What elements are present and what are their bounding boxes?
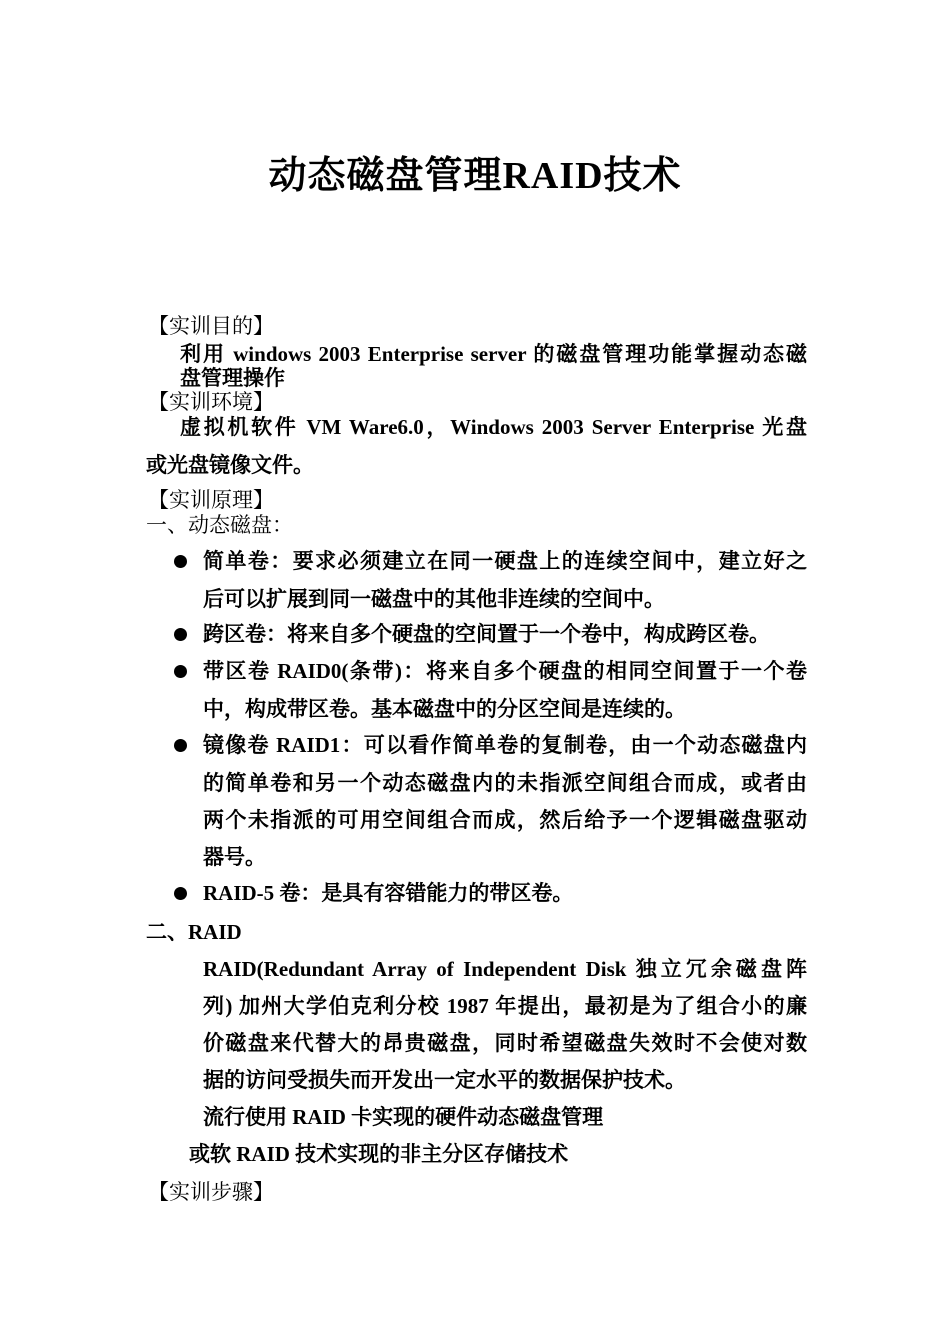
section-heading-purpose: 【实训目的】 — [148, 314, 274, 338]
purpose-line-2: 盘管理操作 — [180, 366, 285, 390]
bullet-4-line-2: 的简单卷和另一个动态磁盘内的未指派空间组合而成，或者由 — [203, 771, 807, 795]
raid-line-4: 据的访问受损失而开发出一定水平的数据保护技术。 — [203, 1068, 686, 1092]
bullet-4-line-4: 器号。 — [203, 845, 266, 869]
bullet-4-line-1: 镜像卷 RAID1：可以看作简单卷的复制卷，由一个动态磁盘内 — [203, 733, 807, 757]
raid-line-6: 或软 RAID 技术实现的非主分区存储技术 — [189, 1142, 569, 1166]
bullet-4-line-3: 两个未指派的可用空间组合而成，然后给予一个逻辑磁盘驱动 — [203, 808, 807, 832]
bullet-5-line-1: RAID-5 卷：是具有容错能力的带区卷。 — [203, 881, 574, 905]
section-heading-steps: 【实训步骤】 — [148, 1180, 274, 1204]
raid-line-2: 列) 加州大学伯克利分校 1987 年提出，最初是为了组合小的廉 — [203, 994, 807, 1018]
bullet-icon — [174, 887, 187, 900]
section-heading-principle: 【实训原理】 — [148, 488, 274, 512]
bullet-1-line-2: 后可以扩展到同一磁盘中的其他非连续的空间中。 — [203, 587, 665, 611]
raid-line-1: RAID(Redundant Array of Independent Disk 独立冗余磁盘阵 — [203, 957, 807, 981]
bullet-icon — [174, 665, 187, 678]
subheading-raid: 二、RAID — [146, 920, 242, 944]
document-title: 动态磁盘管理RAID技术 — [268, 155, 682, 197]
raid-line-5: 流行使用 RAID 卡实现的硬件动态磁盘管理 — [203, 1105, 604, 1129]
raid-line-3: 价磁盘来代替大的昂贵磁盘，同时希望磁盘失效时不会使对数 — [203, 1031, 807, 1055]
bullet-3-line-2: 中，构成带区卷。基本磁盘中的分区空间是连续的。 — [203, 697, 686, 721]
bullet-2-line-1: 跨区卷：将来自多个硬盘的空间置于一个卷中，构成跨区卷。 — [203, 622, 770, 646]
bullet-icon — [174, 628, 187, 641]
bullet-1-line-1: 简单卷：要求必须建立在同一硬盘上的连续空间中，建立好之 — [203, 549, 807, 573]
subheading-dynamic-disk: 一、动态磁盘： — [146, 513, 293, 537]
environment-line-2: 或光盘镜像文件。 — [146, 453, 314, 477]
environment-line-1: 虚拟机软件 VM Ware6.0，Windows 2003 Server Enterprise 光盘 — [180, 415, 807, 439]
bullet-3-line-1: 带区卷 RAID0(条带)：将来自多个硬盘的相同空间置于一个卷 — [203, 659, 807, 683]
bullet-icon — [174, 739, 187, 752]
bullet-icon — [174, 555, 187, 568]
section-heading-environment: 【实训环境】 — [148, 390, 274, 414]
purpose-line-1: 利用 windows 2003 Enterprise server 的磁盘管理功能掌握动态磁 — [180, 342, 807, 366]
